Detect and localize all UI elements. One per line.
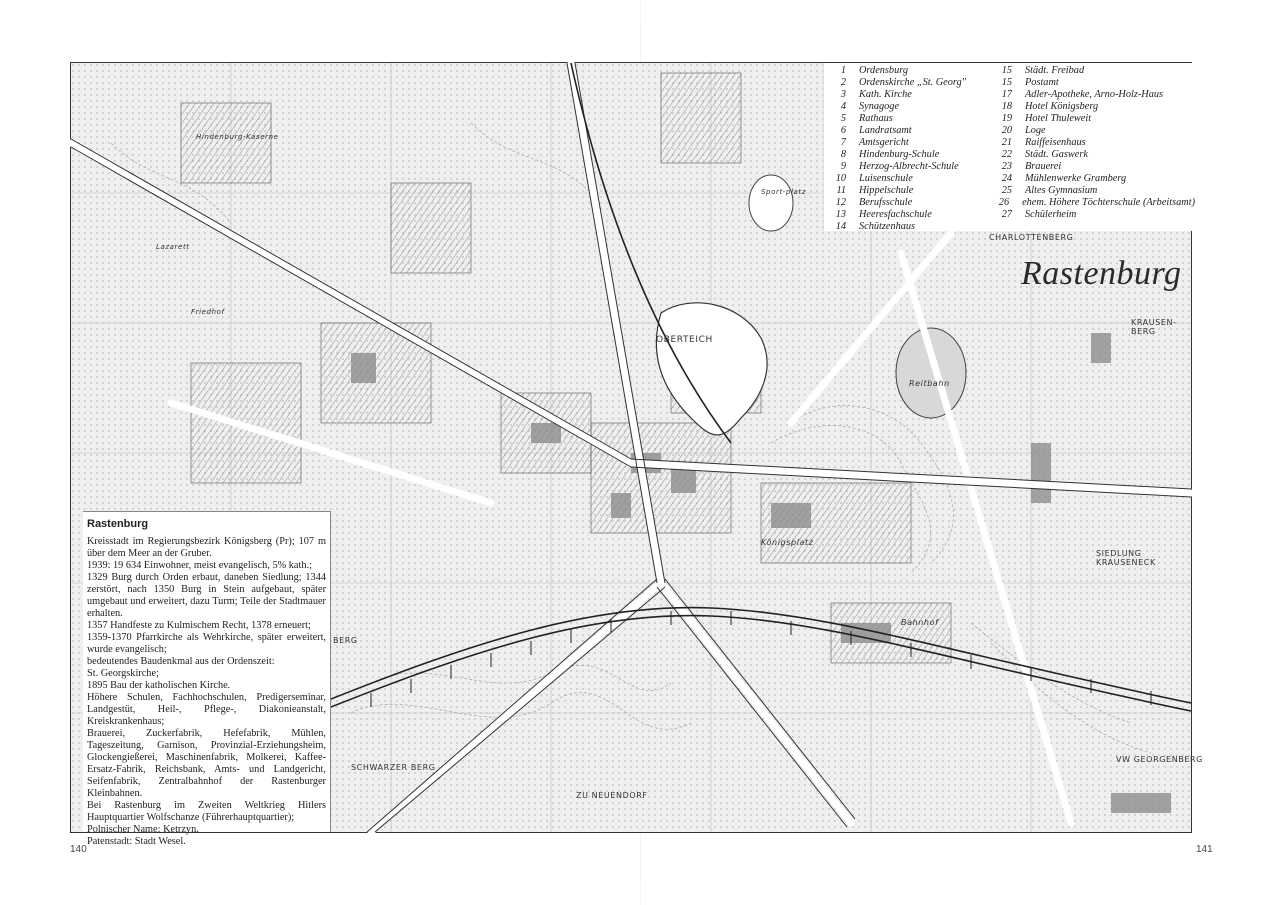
legend-item	[990, 89, 1195, 101]
legend-item-number: 17	[1001, 89, 1012, 100]
map-legend	[823, 63, 1195, 232]
legend-item	[990, 197, 1195, 209]
map-label-lazarett: Lazarett	[156, 243, 190, 251]
legend-item-name: Brauerei	[1025, 161, 1062, 172]
map-label-siedlung: SIEDLUNG KRAUSENECK	[1096, 549, 1156, 567]
info-paragraph: Patenstadt: Stadt Wesel.	[87, 836, 186, 847]
legend-item-name: Rathaus	[859, 113, 893, 124]
legend-item	[824, 77, 984, 89]
legend-item	[824, 185, 984, 197]
legend-item-name: Adler-Apotheke, Arno-Holz-Haus	[1025, 89, 1164, 100]
info-heading: Rastenburg	[87, 518, 149, 530]
map-label-berg: BERG	[333, 636, 358, 645]
map-label-bahnhof: Bahnhof	[901, 618, 939, 627]
map-label-schwarzer-berg: SCHWARZER BERG	[351, 763, 436, 772]
legend-item-name: Luisenschule	[859, 173, 913, 184]
info-text	[87, 536, 326, 848]
legend-item	[824, 173, 984, 185]
legend-item-name: Hotel Thuleweit	[1025, 113, 1092, 124]
legend-item-name: Hippelschule	[859, 185, 914, 196]
legend-item-name: Mühlenwerke Gramberg	[1025, 173, 1127, 184]
map-label-friedhof: Friedhof	[191, 308, 225, 316]
legend-item	[824, 221, 984, 233]
legend-item	[824, 125, 984, 137]
info-paragraph: Kreisstadt im Regierungsbezirk Königsberg (Pr); 107 m über dem Meer an der Gruber.	[87, 536, 326, 559]
info-paragraph: Höhere Schulen, Fachhochschulen, Predigerseminar, Landgestüt, Heil-, Pflege-, Diakonieanstalt, Kreiskrankenhaus;	[87, 692, 326, 727]
map-label-georgenberg: VW GEORGENBERG	[1116, 755, 1203, 764]
legend-item-number: 21	[1001, 137, 1012, 148]
legend-item-number: 12	[835, 197, 846, 208]
legend-column-1	[824, 65, 984, 233]
info-paragraph: 1359-1370 Pfarrkirche als Wehrkirche, später erweitert, wurde evangelisch;	[87, 632, 326, 655]
legend-item	[824, 149, 984, 161]
legend-item-number: 6	[840, 125, 846, 136]
legend-item-name: Ordensburg	[859, 65, 909, 76]
legend-item-name: Synagoge	[859, 101, 900, 112]
info-paragraph: Polnischer Name: Ketrzyn.	[87, 824, 199, 835]
info-paragraph: 1357 Handfeste zu Kulmischem Recht, 1378 erneuert;	[87, 620, 311, 631]
legend-item-name: Städt. Freibad	[1025, 65, 1085, 76]
legend-item	[824, 161, 984, 173]
info-paragraph: Bei Rastenburg im Zweiten Weltkrieg Hitlers Hauptquartier Wolfschanze (Führerhauptquartier);	[87, 800, 326, 823]
map-label-reitbahn: Reitbahn	[909, 379, 950, 388]
page-number-left: 140	[70, 844, 87, 855]
legend-item	[824, 209, 984, 221]
legend-item	[990, 161, 1195, 173]
legend-item	[990, 113, 1195, 125]
legend-item-name: Städt. Gaswerk	[1025, 149, 1088, 160]
legend-item-number: 20	[1001, 125, 1012, 136]
legend-item-number: 26	[998, 197, 1010, 208]
legend-item-name: Amtsgericht	[859, 137, 909, 148]
legend-item-name: Altes Gymnasium	[1025, 185, 1098, 196]
map-label-charlottenberg: CHARLOTTENBERG	[989, 233, 1074, 242]
legend-item-number: 7	[840, 137, 846, 148]
city-map	[70, 62, 1203, 847]
legend-item	[824, 65, 984, 77]
legend-item	[824, 137, 984, 149]
info-paragraph: St. Georgskirche;	[87, 668, 159, 679]
legend-item-number: 15	[1001, 77, 1012, 88]
legend-item-number: 23	[1001, 161, 1012, 172]
legend-item-name: Schützenhaus	[859, 221, 916, 232]
legend-item-name: Berufsschule	[859, 197, 913, 208]
legend-item-number: 15	[1001, 65, 1012, 76]
info-paragraph: 1939: 19 634 Einwohner, meist evangelisch, 5% kath.;	[87, 560, 312, 571]
legend-item-number: 22	[1001, 149, 1012, 160]
legend-item	[990, 209, 1195, 221]
legend-item-number: 5	[840, 113, 846, 124]
legend-item-number: 1	[840, 65, 846, 76]
map-label-krausenberg: KRAUSEN-BERG	[1131, 318, 1177, 336]
legend-column-2	[990, 65, 1195, 221]
legend-item-name: Landratsamt	[859, 125, 912, 136]
legend-item	[990, 137, 1195, 149]
legend-item-number: 25	[1001, 185, 1012, 196]
info-paragraph: bedeutendes Baudenkmal aus der Ordenszeit:	[87, 656, 275, 667]
legend-item	[824, 101, 984, 113]
map-label-neuendorf: ZU NEUENDORF	[576, 791, 648, 800]
legend-item-name: Loge	[1025, 125, 1046, 136]
legend-item-number: 18	[1001, 101, 1012, 112]
map-label-koenigsplatz: Königsplatz	[761, 538, 814, 547]
legend-item-number: 24	[1001, 173, 1012, 184]
legend-item	[990, 149, 1195, 161]
legend-item	[990, 125, 1195, 137]
legend-item-name: Herzog-Albrecht-Schule	[859, 161, 959, 172]
map-label-oberteich: OBERTEICH	[656, 335, 713, 345]
legend-item-name: Ordenskirche „St. Georg"	[859, 77, 966, 88]
legend-item	[824, 197, 984, 209]
legend-item-name: Raiffeisenhaus	[1025, 137, 1086, 148]
page-number-right: 141	[1196, 844, 1213, 855]
legend-item-number: 27	[1001, 209, 1012, 220]
map-label-sportplatz: Sport-platz	[761, 188, 807, 196]
legend-item-name: Postamt	[1025, 77, 1059, 88]
legend-item-number: 8	[840, 149, 846, 160]
legend-item-number: 14	[835, 221, 846, 232]
legend-item-number: 19	[1001, 113, 1012, 124]
legend-item-number: 9	[840, 161, 846, 172]
legend-item-number: 10	[835, 173, 846, 184]
legend-item	[990, 77, 1195, 89]
legend-item-name: Heeresfachschule	[859, 209, 932, 220]
legend-item-number: 4	[840, 101, 846, 112]
legend-item-number: 11	[836, 185, 846, 196]
legend-item-name: Schülerheim	[1025, 209, 1077, 220]
legend-item	[990, 185, 1195, 197]
map-city-title: Rastenburg	[1021, 255, 1182, 292]
legend-item-number: 13	[835, 209, 846, 220]
legend-item-name: Hotel Königsberg	[1025, 101, 1099, 112]
legend-item-name: ehem. Höhere Töchterschule (Arbeitsamt)	[1022, 197, 1195, 208]
info-paragraph: 1329 Burg durch Orden erbaut, daneben Siedlung; 1344 zerstört, nach 1350 Burg in Stein aufgebaut, später umgebaut und erweitert, dazu Turm; Teile der Stadtmauer erhalten.	[87, 572, 326, 619]
legend-item	[990, 101, 1195, 113]
legend-item	[824, 89, 984, 101]
map-label-kaserne: Hindenburg-Kaserne	[196, 133, 279, 141]
city-info-box	[83, 511, 331, 847]
info-paragraph: 1895 Bau der katholischen Kirche.	[87, 680, 231, 691]
legend-item-number: 3	[840, 89, 846, 100]
legend-item-number: 2	[840, 77, 846, 88]
info-paragraph: Brauerei, Zuckerfabrik, Hefefabrik, Mühlen, Tageszeitung, Garnison, Provinzial-Erziehungsheim, Glockengießerei, Maschinenfabrik, Molkerei, Kaffee-Ersatz-Fabrik, Reichsbank, Amts- und Landgericht, Seifenfabrik, Zentralbahnhof der Rastenburger Kleinbahnen.	[87, 728, 326, 799]
legend-item	[990, 65, 1195, 77]
legend-item	[990, 173, 1195, 185]
legend-item-name: Kath. Kirche	[859, 89, 912, 100]
legend-item-name: Hindenburg-Schule	[859, 149, 940, 160]
legend-item	[824, 113, 984, 125]
